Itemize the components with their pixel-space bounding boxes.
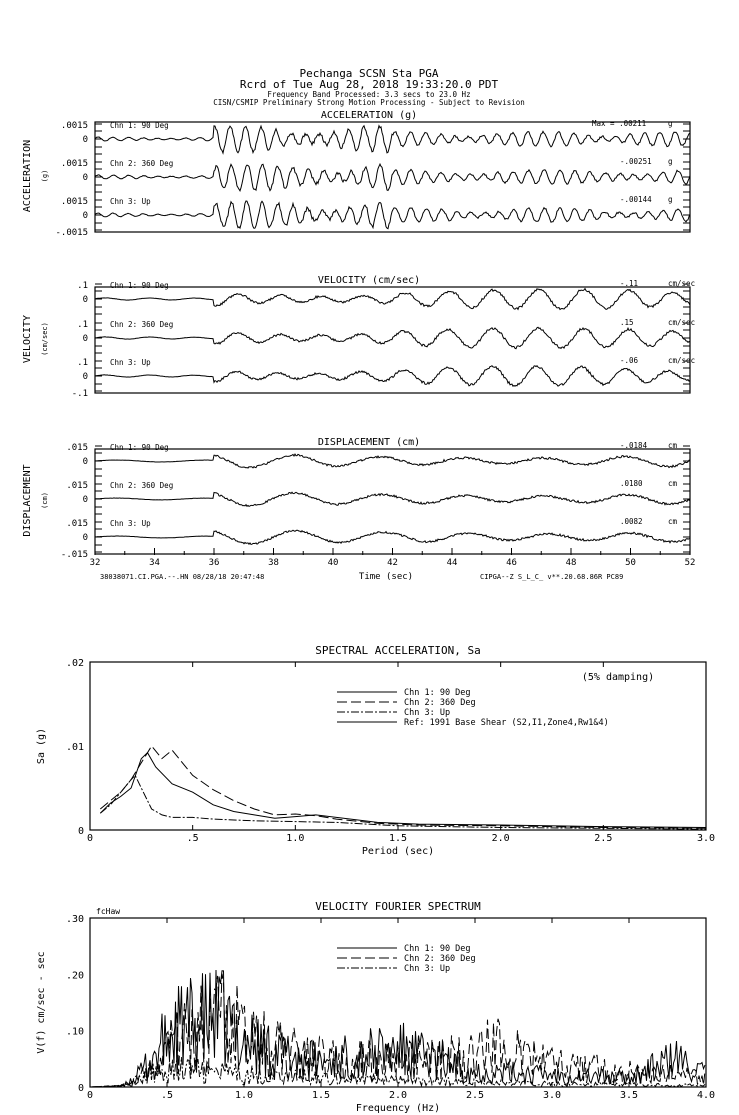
- y-tick-label: .015: [66, 443, 88, 453]
- x-tick-label: 3.5: [619, 1090, 639, 1101]
- peak-unit: g: [668, 119, 673, 128]
- waveform-trace: [95, 366, 690, 387]
- channel-label: Chn 1: 90 Deg: [110, 121, 169, 130]
- x-tick-label: 42: [387, 558, 398, 568]
- y-tick-label: .1: [77, 281, 88, 291]
- x-tick-label: .5: [160, 1090, 174, 1101]
- peak-value: Max = .00211: [592, 119, 647, 128]
- panel-title: ACCELERATION (g): [320, 110, 418, 121]
- spectrum-curve: [90, 974, 705, 1087]
- footer-right: CIPGA--Z S_L_C_ v**.20.68.86R PC89: [480, 573, 624, 581]
- panel-title: VELOCITY (cm/sec): [317, 275, 421, 286]
- x-tick-label: 1.0: [234, 1090, 254, 1101]
- panel-frame: [95, 449, 690, 554]
- peak-unit: cm/sec: [668, 279, 696, 288]
- waveform-trace: [95, 530, 690, 544]
- y-axis-label: Sa (g): [36, 727, 47, 765]
- peak-unit: cm/sec: [668, 356, 696, 365]
- y-tick-label: .015: [66, 481, 88, 491]
- x-tick-label: 44: [446, 558, 458, 568]
- y-axis-label: DISPLACEMENT: [22, 464, 33, 537]
- y-tick-label: 0: [82, 495, 88, 505]
- x-tick-label: 52: [684, 558, 696, 568]
- y-tick-label: .01: [65, 742, 84, 753]
- peak-value: -.0184: [620, 441, 648, 450]
- x-tick-label: 32: [89, 558, 101, 568]
- spectrum-title: VELOCITY FOURIER SPECTRUM: [315, 900, 481, 913]
- record-title: Rcrd of Tue Aug 28, 2018 19:33:20.0 PDT: [239, 78, 499, 91]
- footer-left: 38038071.CI.PGA.--.HN 08/28/18 20:47:48: [100, 573, 265, 581]
- y-axis-unit: (g): [41, 169, 49, 183]
- peak-value: -.00251: [620, 157, 652, 166]
- y-tick-label: .0015: [60, 197, 88, 207]
- x-axis-label: Time (sec): [358, 572, 414, 582]
- waveform-trace: [95, 327, 690, 348]
- x-tick-label: 1.0: [286, 833, 305, 844]
- x-tick-label: 1.5: [311, 1090, 331, 1101]
- y-tick-label: .20: [65, 970, 84, 982]
- x-tick-label: 0: [86, 833, 94, 844]
- legend-label: Chn 3: Up: [404, 964, 451, 974]
- legend-label: Chn 2: 360 Deg: [404, 698, 476, 708]
- spectrum-frame: [90, 662, 706, 830]
- x-tick-label: 0: [86, 1090, 94, 1101]
- y-tick-label: .02: [65, 658, 84, 669]
- x-tick-label: 4.0: [696, 1090, 716, 1101]
- legend-label: Ref: 1991 Base Shear (S2,I1,Zone4,Rw1&4): [404, 718, 609, 728]
- spectrum-curve: [100, 753, 706, 828]
- channel-label: Chn 2: 360 Deg: [110, 320, 174, 329]
- y-axis-unit: (cm/sec): [41, 322, 49, 356]
- waveform-trace: [95, 492, 690, 506]
- station-title: Pechanga SCSN Sta PGA: [299, 67, 439, 80]
- x-tick-label: 2.0: [491, 833, 510, 844]
- channel-label: Chn 3: Up: [110, 358, 151, 367]
- peak-unit: cm: [668, 517, 678, 526]
- peak-unit: g: [668, 157, 673, 166]
- legend-label: Chn 2: 360 Deg: [404, 954, 476, 964]
- x-tick-label: 2.0: [388, 1090, 408, 1101]
- y-axis-unit: (cm): [41, 492, 49, 509]
- y-tick-label: 0: [82, 372, 88, 382]
- waveform-trace: [95, 164, 690, 191]
- y-tick-label: .30: [65, 914, 84, 925]
- peak-unit: g: [668, 195, 673, 204]
- y-tick-label: .015: [66, 519, 88, 529]
- peak-value: -.11: [620, 279, 639, 288]
- y-tick-label: 0: [82, 173, 88, 183]
- x-tick-label: 48: [565, 558, 577, 568]
- x-tick-label: .5: [186, 833, 199, 844]
- channel-label: Chn 3: Up: [110, 519, 151, 528]
- x-tick-label: 34: [149, 558, 160, 568]
- x-tick-label: 50: [625, 558, 636, 568]
- x-tick-label: 3.0: [696, 833, 716, 844]
- y-tick-label: 0: [82, 135, 88, 145]
- y-axis-label: VELOCITY: [22, 314, 33, 364]
- x-tick-label: 2.5: [465, 1090, 485, 1101]
- y-tick-label: .0015: [60, 159, 88, 169]
- waveform-trace: [95, 201, 690, 229]
- y-tick-label: -.1: [71, 389, 88, 399]
- legend-label: Chn 1: 90 Deg: [404, 688, 471, 698]
- spectrum-curve: [100, 746, 706, 828]
- spectrum-frame: [90, 918, 706, 1087]
- y-tick-label: .0015: [60, 121, 88, 131]
- x-tick-label: 40: [327, 558, 339, 568]
- channel-label: Chn 3: Up: [110, 197, 151, 206]
- peak-value: .0180: [620, 479, 643, 488]
- spectrum-curve: [100, 775, 706, 829]
- y-tick-label: .1: [77, 358, 88, 368]
- y-tick-label: 0: [82, 295, 88, 305]
- channel-label: Chn 2: 360 Deg: [110, 159, 174, 168]
- peak-value: -.06: [620, 356, 639, 365]
- y-tick-label: 0: [77, 1083, 84, 1094]
- x-tick-label: 46: [506, 558, 517, 568]
- waveform-trace: [95, 289, 690, 310]
- damping-note: (5% damping): [581, 672, 655, 683]
- y-axis-label: V(f) cm/sec - sec: [36, 951, 47, 1054]
- y-tick-label: 0: [82, 457, 88, 467]
- y-tick-label: 0: [82, 533, 88, 543]
- channel-label: Chn 1: 90 Deg: [110, 281, 169, 290]
- y-tick-label: 0: [82, 334, 88, 344]
- legend-label: Chn 1: 90 Deg: [404, 944, 471, 954]
- x-tick-label: 1.5: [388, 833, 408, 844]
- spectrum-title: SPECTRAL ACCELERATION, Sa: [315, 644, 481, 657]
- y-tick-label: .10: [65, 1026, 84, 1038]
- channel-label: Chn 2: 360 Deg: [110, 481, 174, 490]
- waveform-trace: [95, 454, 690, 468]
- y-tick-label: 0: [82, 211, 88, 221]
- peak-value: .0082: [620, 517, 643, 526]
- x-axis-label: Period (sec): [361, 846, 435, 857]
- y-tick-label: 0: [77, 826, 84, 837]
- y-tick-label: -.015: [60, 550, 88, 560]
- peak-value: -.00144: [620, 195, 652, 204]
- spectrum-curve: [90, 970, 705, 1087]
- x-tick-label: 36: [208, 558, 220, 568]
- processing-note: CISN/CSMIP Preliminary Strong Motion Processing - Subject to Revision: [213, 98, 525, 107]
- x-axis-label: Frequency (Hz): [355, 1103, 441, 1114]
- panel-title: DISPLACEMENT (cm): [317, 437, 421, 448]
- y-tick-label: -.0015: [55, 228, 88, 238]
- peak-unit: cm: [668, 441, 678, 450]
- x-tick-label: 38: [268, 558, 279, 568]
- waveform-trace: [95, 126, 690, 153]
- frequency-band: Frequency Band Processed: 3.3 secs to 23.0 Hz: [267, 90, 471, 99]
- corner-label: fcHaw: [96, 907, 121, 916]
- peak-value: .15: [620, 318, 634, 327]
- x-tick-label: 3.0: [542, 1090, 562, 1101]
- peak-unit: cm/sec: [668, 318, 696, 327]
- y-tick-label: .1: [77, 320, 88, 330]
- legend-label: Chn 3: Up: [404, 708, 451, 718]
- channel-label: Chn 1: 90 Deg: [110, 443, 169, 452]
- x-tick-label: 2.5: [594, 833, 613, 844]
- peak-unit: cm: [668, 479, 678, 488]
- y-axis-label: ACCELERATION: [22, 139, 33, 213]
